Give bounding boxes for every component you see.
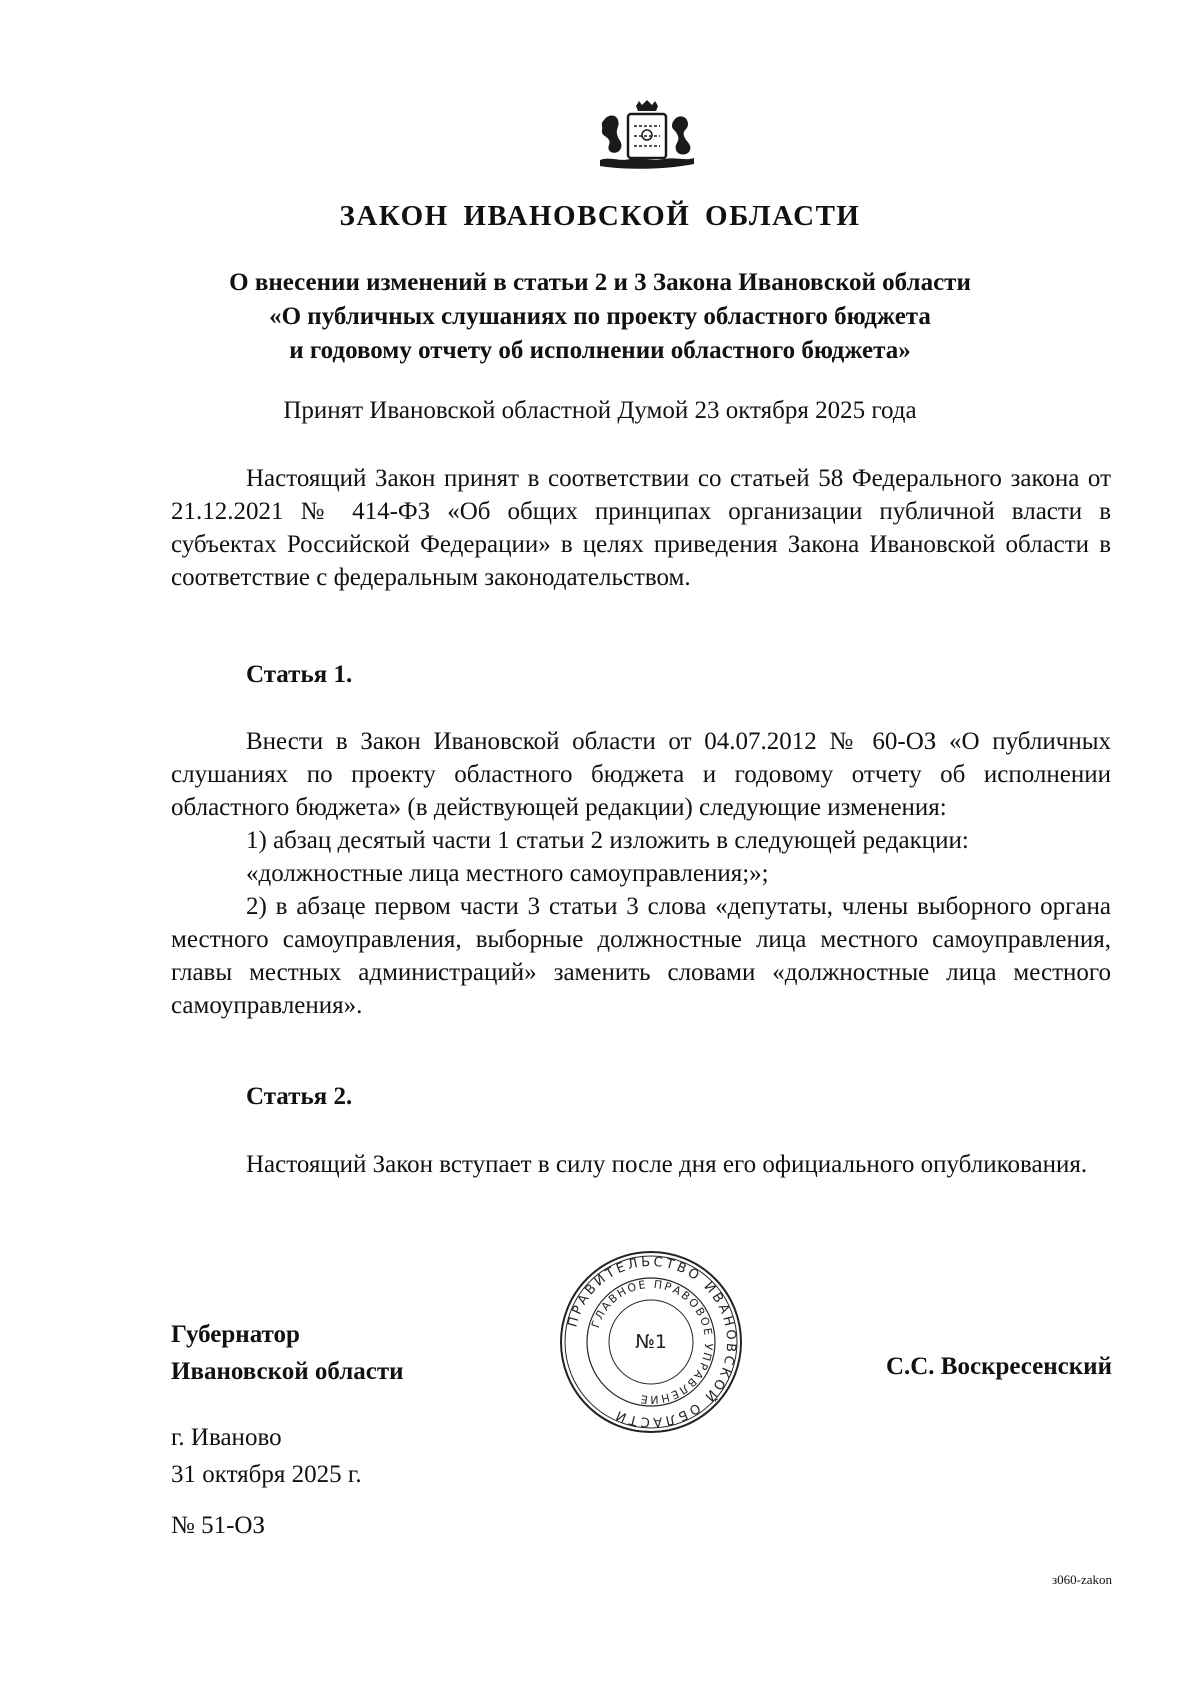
article-paragraph: Внести в Закон Ивановской области от 04.07.2012 № 60-ОЗ «О публичных слушаниях по проекту областного бюджета и годовому отчету об исполнении областного бюджета» (в действующей редакции) следующие изменения:	[171, 728, 1111, 821]
law-title: ЗАКОН ИВАНОВСКОЙ ОБЛАСТИ	[339, 200, 861, 232]
article-paragraph: 2) в абзаце первом части 3 статьи 3 слова «депутаты, члены выборного органа местного самоуправления, выборные должностные лица местного самоуправления, главы местных администраций» заменить словами «должностные лица местного самоуправления».	[171, 893, 1111, 1019]
article-paragraph: Настоящий Закон вступает в силу после дня его официального опубликования.	[246, 1151, 1088, 1178]
stamp-inner-text: ГЛАВНОЕ ПРАВОВОЕ УПРАВЛЕНИЕ	[589, 1277, 716, 1407]
signatory-title-line: Губернатор	[171, 1321, 300, 1348]
signatory-name: С.С. Воскресенский	[885, 1353, 1112, 1380]
coat-of-arms-icon	[596, 100, 698, 172]
city: г. Иваново	[171, 1424, 282, 1451]
adoption-statement: Принят Ивановской областной Думой 23 октября 2025 года	[283, 397, 917, 424]
place-and-date	[171, 1419, 362, 1493]
signing-date: 31 октября 2025 г.	[171, 1461, 362, 1488]
article-paragraph: 1) абзац десятый части 1 статьи 2 изложить в следующей редакции:	[246, 827, 969, 854]
law-subtitle	[150, 266, 1050, 368]
official-stamp	[556, 1247, 746, 1437]
subtitle-line: О внесении изменений в статьи 2 и 3 Закона Ивановской области	[229, 269, 971, 296]
article-2-heading: Статья 2.	[246, 1083, 353, 1110]
preamble-paragraph: Настоящий Закон принят в соответствии со статьей 58 Федерального закона от 21.12.2021 № 414-ФЗ «Об общих принципах организации публичной власти в субъектах Российской Федерации» в целях приведения Закона Ивановской области в соответствие с федеральным законодательством.	[171, 465, 1111, 591]
subtitle-line: «О публичных слушаниях по проекту областного бюджета	[269, 303, 931, 330]
preamble	[171, 462, 1111, 594]
document-code: з060-zakon	[1051, 1572, 1112, 1587]
article-paragraph: «должностные лица местного самоуправления;»;	[246, 860, 769, 887]
stamp-number: №1	[635, 1331, 667, 1353]
subtitle-line: и годовому отчету об исполнении областного бюджета»	[289, 337, 911, 364]
signatory-title-line: Ивановской области	[171, 1358, 404, 1385]
law-number: № 51-ОЗ	[171, 1512, 266, 1539]
article-1-heading: Статья 1.	[246, 661, 353, 688]
signatory-title	[171, 1316, 404, 1390]
article-2-body	[171, 1148, 1111, 1181]
article-1-body	[171, 725, 1111, 1022]
stamp-outer-text: ПРАВИТЕЛЬСТВО ИВАНОВСКОЙ ОБЛАСТИ	[565, 1254, 739, 1430]
